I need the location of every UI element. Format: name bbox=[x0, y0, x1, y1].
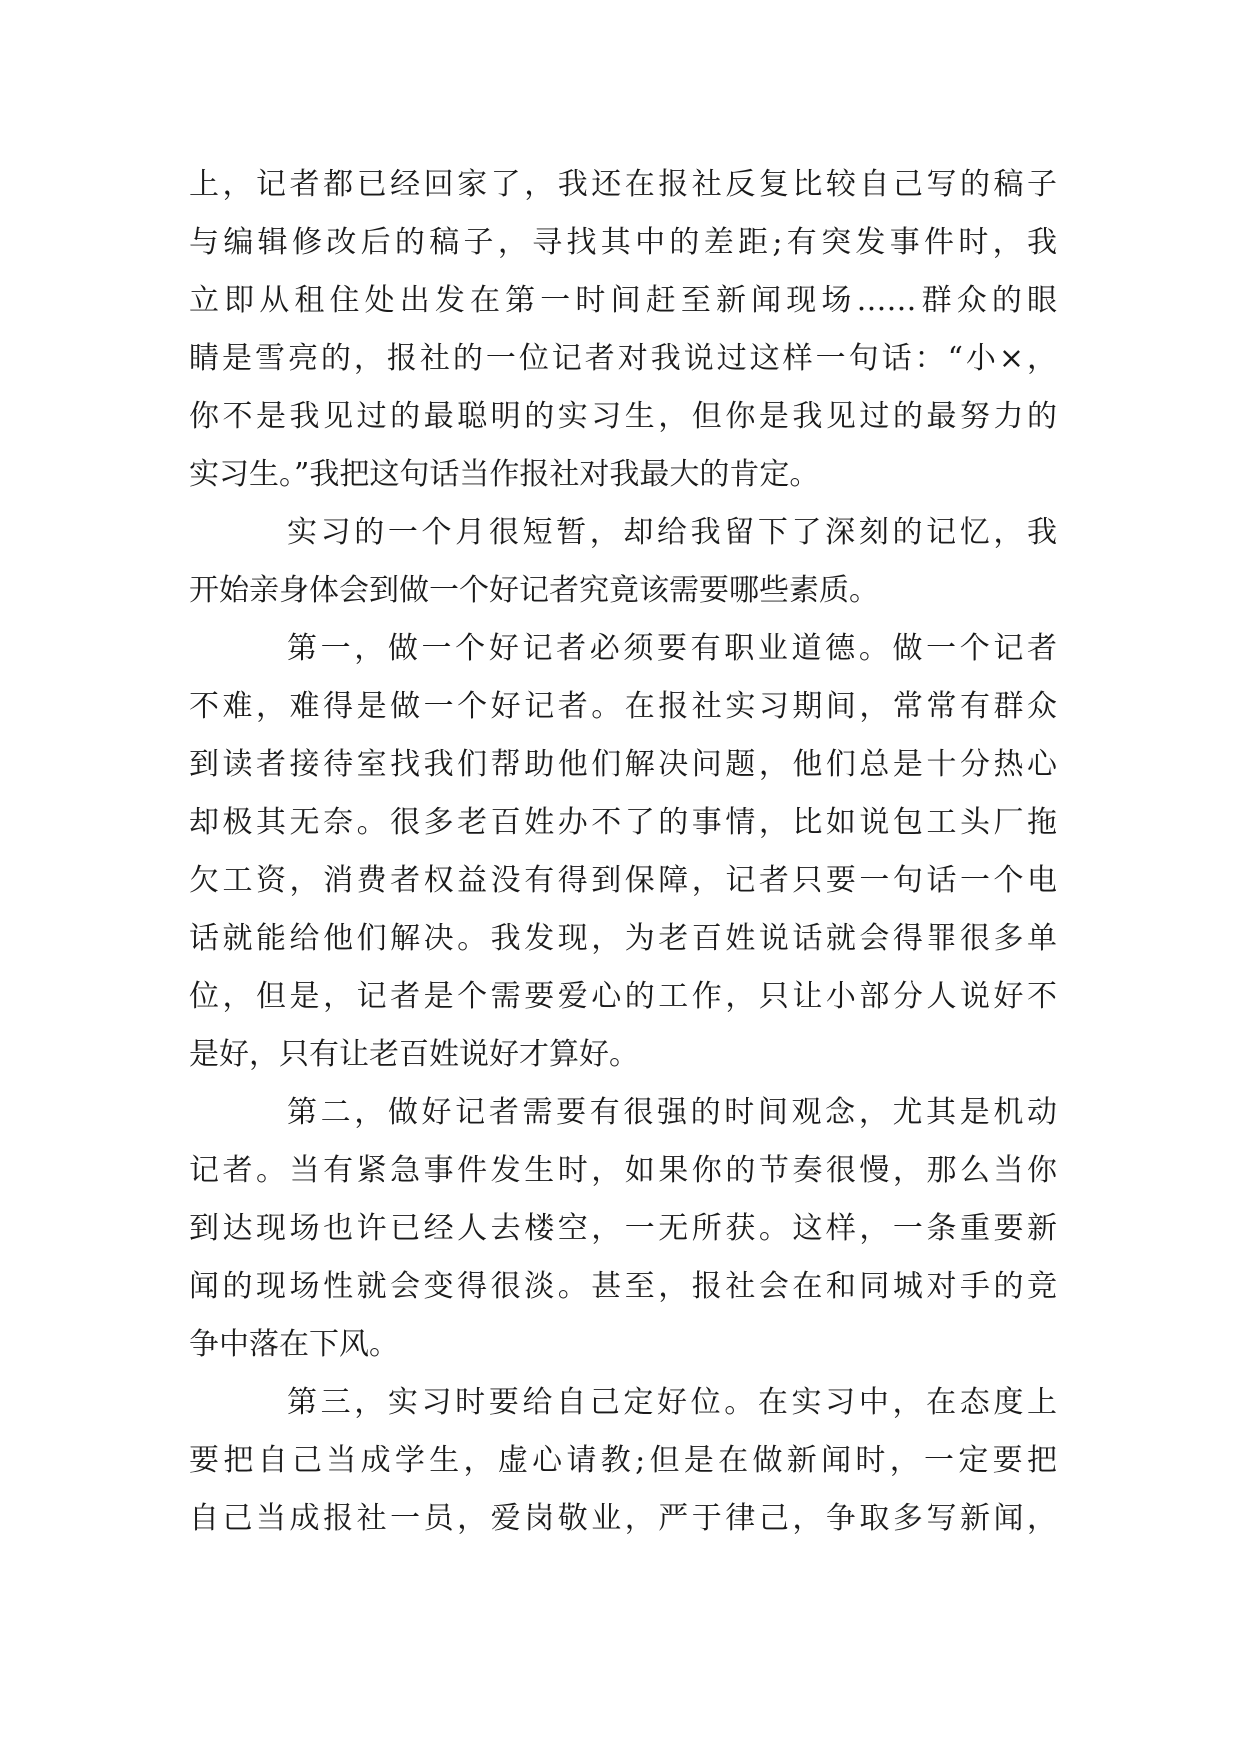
text-line: 立即从租住处出发在第一时间赶至新闻现场……群众的眼 bbox=[189, 283, 1057, 318]
text-line: 睛是雪亮的，报社的一位记者对我说过这样一句话：“小×， bbox=[189, 341, 1057, 376]
text-line: 话就能给他们解决。我发现，为老百姓说话就会得罪很多单 bbox=[189, 921, 1057, 956]
text-line: 开始亲身体会到做一个好记者究竟该需要哪些素质。 bbox=[189, 573, 879, 608]
paragraph-continuation bbox=[189, 156, 1057, 504]
text-line: 却极其无奈。很多老百姓办不了的事情，比如说包工头厂拖 bbox=[189, 805, 1057, 840]
text-line: 是好，只有让老百姓说好才算好。 bbox=[189, 1037, 639, 1072]
text-line: 欠工资，消费者权益没有得到保障，记者只要一句话一个电 bbox=[189, 863, 1057, 898]
paragraph-second-point bbox=[189, 1084, 1057, 1374]
text-line: 记者。当有紧急事件发生时，如果你的节奏很慢，那么当你 bbox=[189, 1153, 1057, 1188]
text-line: 自己当成报社一员，爱岗敬业，严于律己，争取多写新闻， bbox=[189, 1501, 1057, 1536]
paragraph-internship-memory bbox=[189, 504, 1057, 620]
text-line: 与编辑修改后的稿子，寻找其中的差距;有突发事件时，我 bbox=[189, 225, 1057, 260]
text-line: 第一，做一个好记者必须要有职业道德。做一个记者 bbox=[287, 631, 1057, 666]
text-line: 你不是我见过的最聪明的实习生，但你是我见过的最努力的 bbox=[189, 399, 1057, 434]
document-body bbox=[189, 156, 1057, 1548]
text-line: 到达现场也许已经人去楼空，一无所获。这样，一条重要新 bbox=[189, 1211, 1057, 1246]
text-line: 上，记者都已经回家了，我还在报社反复比较自己写的稿子 bbox=[189, 167, 1057, 202]
text-line: 闻的现场性就会变得很淡。甚至，报社会在和同城对手的竞 bbox=[189, 1269, 1057, 1304]
text-line: 实习生。”我把这句话当作报社对我最大的肯定。 bbox=[189, 457, 820, 492]
text-line: 实习的一个月很短暂，却给我留下了深刻的记忆，我 bbox=[287, 515, 1057, 550]
paragraph-third-point bbox=[189, 1374, 1057, 1548]
text-line: 第三，实习时要给自己定好位。在实习中，在态度上 bbox=[287, 1385, 1057, 1420]
text-line: 争中落在下风。 bbox=[189, 1327, 399, 1362]
text-line: 位，但是，记者是个需要爱心的工作，只让小部分人说好不 bbox=[189, 979, 1057, 1014]
text-line: 要把自己当成学生，虚心请教;但是在做新闻时，一定要把 bbox=[189, 1443, 1057, 1478]
text-line: 到读者接待室找我们帮助他们解决问题，他们总是十分热心 bbox=[189, 747, 1057, 782]
paragraph-first-point bbox=[189, 620, 1057, 1084]
text-line: 不难，难得是做一个好记者。在报社实习期间，常常有群众 bbox=[189, 689, 1057, 724]
text-line: 第二，做好记者需要有很强的时间观念，尤其是机动 bbox=[287, 1095, 1057, 1130]
